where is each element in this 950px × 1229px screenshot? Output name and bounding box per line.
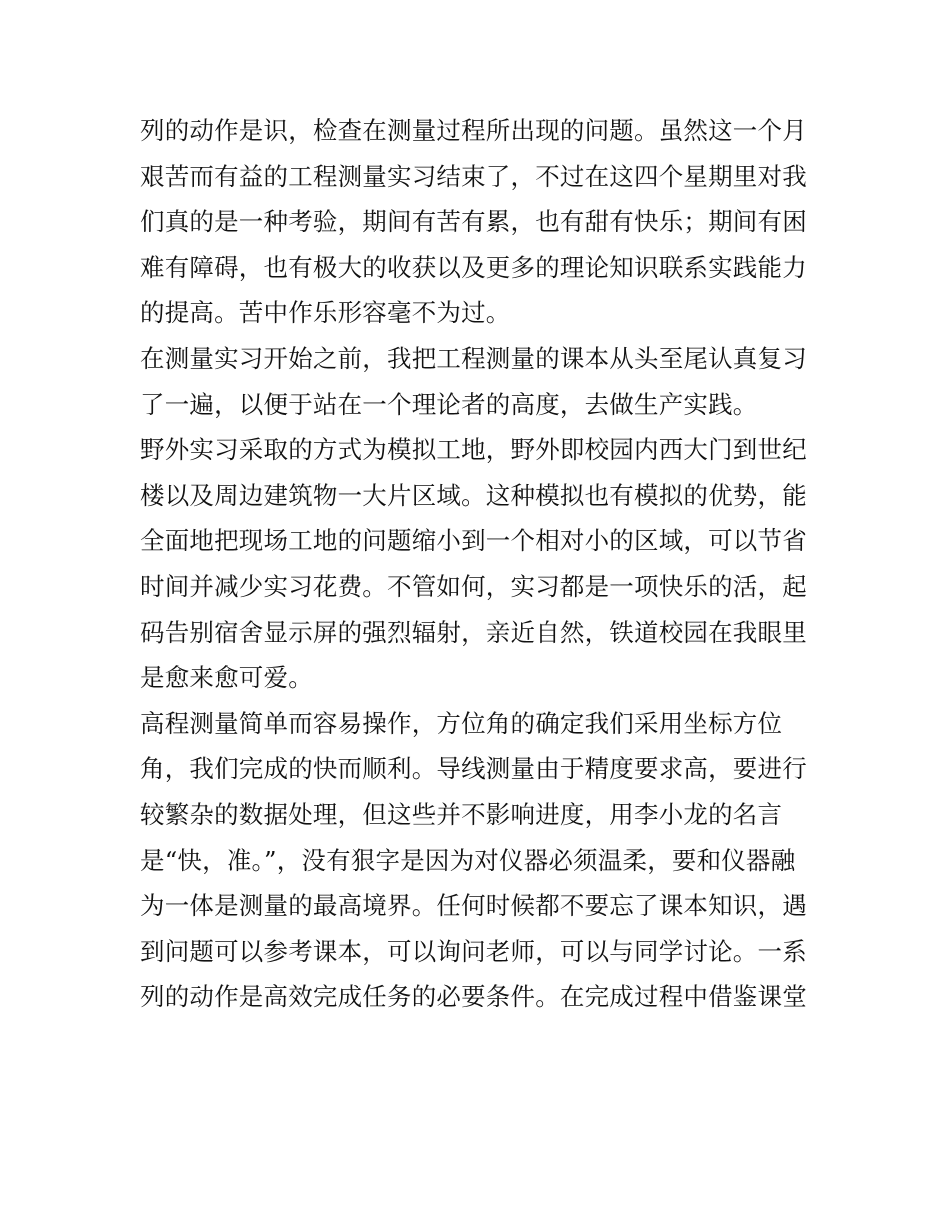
text-line: 角，我们完成的快而顺利。导线测量由于精度要求高，要进行 xyxy=(140,754,807,784)
text-line: 楼以及周边建筑物一大片区域。这种模拟也有模拟的优势，能 xyxy=(140,480,807,510)
text-line: 是“快，准。”，没有狠字是因为对仪器必须温柔，要和仪器融 xyxy=(140,845,796,875)
body-text xyxy=(140,108,820,1020)
text-line: 码告别宿舍显示屏的强烈辐射，亲近自然，铁道校园在我眼里 xyxy=(140,617,807,647)
text-line: 全面地把现场工地的问题缩小到一个相对小的区域，可以节省 xyxy=(140,526,807,556)
text-line: 列的动作是识，检查在测量过程所出现的问题。虽然这一个月 xyxy=(140,116,807,145)
text-line: 的提高。苦中作乐形容毫不为过。 xyxy=(140,298,511,328)
text-line: 了一遍，以便于站在一个理论者的高度，去做生产实践。 xyxy=(140,389,758,419)
text-line: 在测量实习开始之前，我把工程测量的课本从头至尾认真复习 xyxy=(140,343,807,373)
text-line: 是愈来愈可爱。 xyxy=(140,663,313,693)
text-line: 们真的是一种考验，期间有苦有累，也有甜有快乐；期间有困 xyxy=(140,207,807,237)
text-line: 野外实习采取的方式为模拟工地，野外即校园内西大门到世纪 xyxy=(140,435,807,465)
text-line: 艰苦而有益的工程测量实习结束了，不过在这四个星期里对我 xyxy=(140,161,807,191)
text-line: 列的动作是高效完成任务的必要条件。在完成过程中借鉴课堂 xyxy=(140,982,807,1012)
text-line: 时间并减少实习花费。不管如何，实习都是一项快乐的活，起 xyxy=(140,571,807,601)
text-line: 难有障碍，也有极大的收获以及更多的理论知识联系实践能力 xyxy=(140,252,807,282)
text-line: 较繁杂的数据处理，但这些并不影响进度，用李小龙的名言 xyxy=(140,799,783,829)
text-line: 为一体是测量的最高境界。任何时候都不要忘了课本知识，遇 xyxy=(140,891,807,921)
text-line: 高程测量简单而容易操作，方位角的确定我们采用坐标方位 xyxy=(140,708,783,738)
text-line: 到问题可以参考课本，可以询问老师，可以与同学讨论。一系 xyxy=(140,936,807,966)
